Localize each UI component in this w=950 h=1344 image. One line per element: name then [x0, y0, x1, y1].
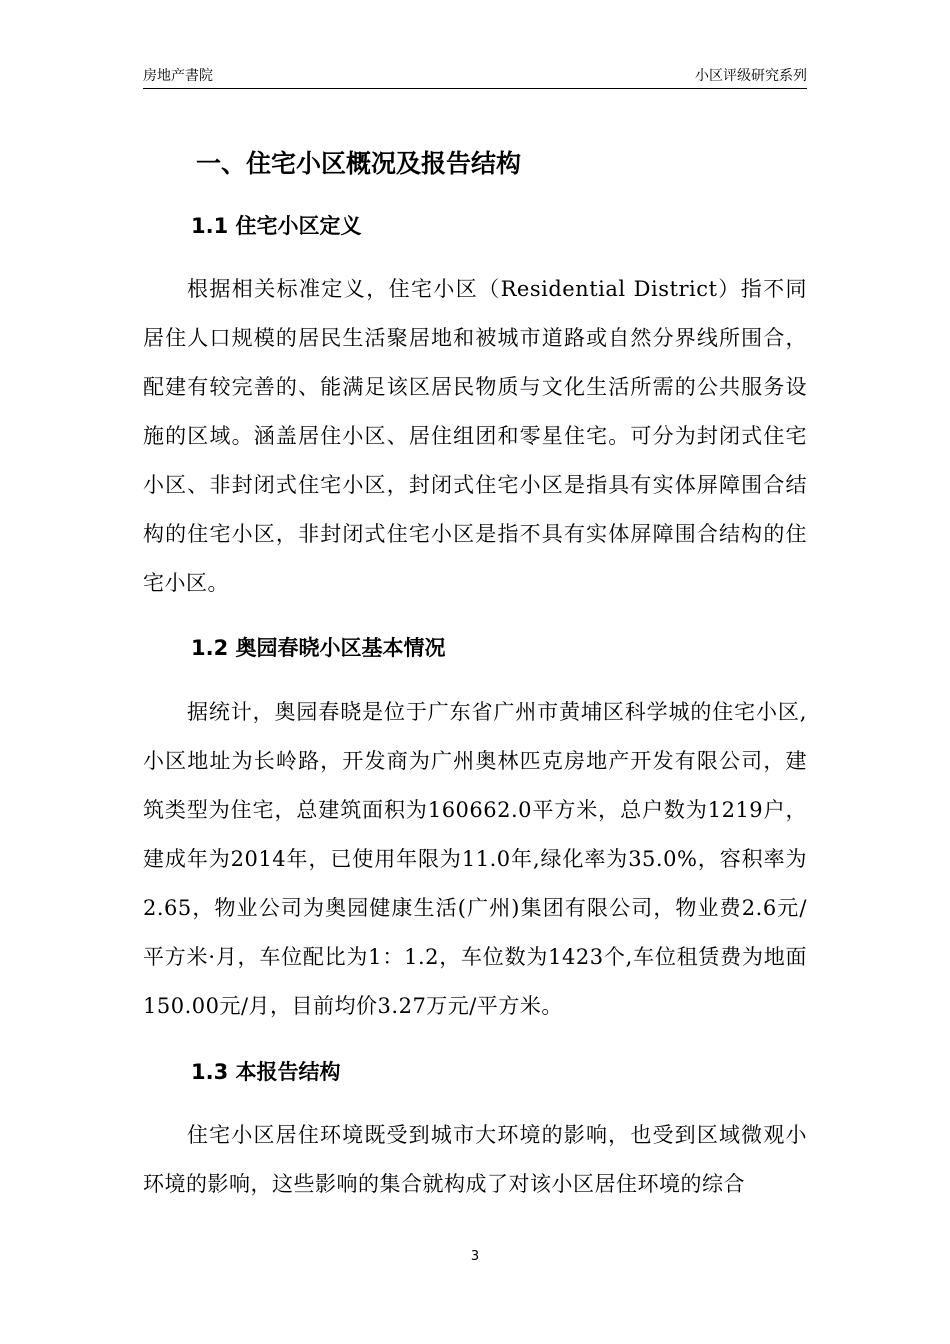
header-publisher: 房地产書院	[143, 68, 213, 84]
page-header	[143, 62, 807, 89]
heading-report-structure: 1.3 本报告结构	[191, 1060, 341, 1084]
paragraph-definition: 根据相关标准定义，住宅小区（Residential District）指不同居住人口规模的居民生活聚居地和被城市道路或自然分界线所围合，配建有较完善的、能满足该区居民物质与文化生活所需的公共服务设施的区域。涵盖居住小区、居住组团和零星住宅。可分为封闭式住宅小区、非封闭式住宅小区，封闭式住宅小区是指具有实体屏障围合结构的住宅小区，非封闭式住宅小区是指不具有实体屏障围合结构的住宅小区。	[143, 277, 807, 595]
header-series-title: 小区评级研究系列	[695, 68, 807, 84]
paragraph-report-structure: 住宅小区居住环境既受到城市大环境的影响，也受到区域微观小环境的影响，这些影响的集合就构成了对该小区居住环境的综合	[143, 1123, 807, 1196]
section-title: 一、住宅小区概况及报告结构	[196, 149, 522, 178]
page-number: 3	[470, 1249, 480, 1264]
heading-community-overview: 1.2 奥园春晓小区基本情况	[191, 636, 446, 660]
paragraph-community-overview: 据统计，奥园春晓是位于广东省广州市黄埔区科学城的住宅小区,小区地址为长岭路，开发商为广州奥林匹克房地产开发有限公司，建筑类型为住宅，总建筑面积为160662.0平方米，总户数为1219户，建成年为2014年，已使用年限为11.0年,绿化率为35.0%，容积率为2.65，物业公司为奥园健康生活(广州)集团有限公司，物业费2.6元/平方米·月，车位配比为1：1.2，车位数为1423个,车位租赁费为地面150.00元/月，目前均价3.27万元/平方米。	[143, 700, 807, 1018]
heading-definition: 1.1 住宅小区定义	[191, 214, 362, 238]
